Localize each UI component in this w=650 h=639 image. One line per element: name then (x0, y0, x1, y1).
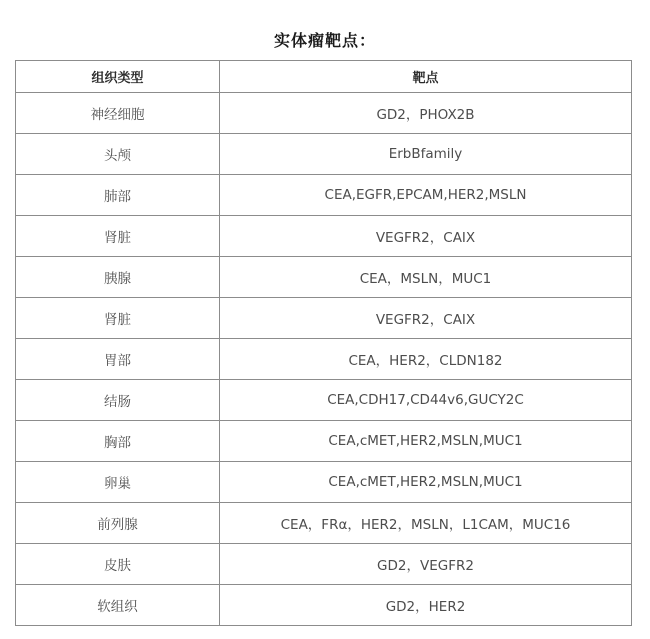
table-row (16, 544, 632, 585)
cell-tissue-type: 结肠 (16, 380, 220, 421)
table-row (16, 93, 632, 134)
cell-tissue-type: 皮肤 (16, 544, 220, 585)
cell-targets: GD2，PHOX2B (220, 93, 632, 134)
header-tissue-type: 组织类型 (16, 61, 220, 93)
targets-table (15, 60, 632, 626)
table-row (16, 380, 632, 421)
cell-targets: CEA，FRα，HER2，MSLN，L1CAM，MUC16 (220, 503, 632, 544)
cell-targets: CEA,CDH17,CD44v6,GUCY2C (220, 380, 632, 421)
table-row (16, 298, 632, 339)
table-body (16, 93, 632, 626)
cell-tissue-type: 肾脏 (16, 216, 220, 257)
cell-tissue-type: 前列腺 (16, 503, 220, 544)
cell-tissue-type: 软组织 (16, 585, 220, 626)
cell-targets: CEA,cMET,HER2,MSLN,MUC1 (220, 462, 632, 503)
table-row (16, 257, 632, 298)
cell-targets: GD2，VEGFR2 (220, 544, 632, 585)
table-row (16, 175, 632, 216)
cell-tissue-type: 胸部 (16, 421, 220, 462)
table-row (16, 421, 632, 462)
cell-targets: CEA，MSLN，MUC1 (220, 257, 632, 298)
table-row (16, 339, 632, 380)
table-header-row (16, 61, 632, 93)
cell-tissue-type: 头颅 (16, 134, 220, 175)
table-row (16, 503, 632, 544)
page-title: 实体瘤靶点： (273, 31, 376, 50)
cell-targets: CEA，HER2，CLDN182 (220, 339, 632, 380)
cell-tissue-type: 肺部 (16, 175, 220, 216)
table-row (16, 134, 632, 175)
table-row (16, 462, 632, 503)
cell-tissue-type: 神经细胞 (16, 93, 220, 134)
cell-targets: CEA,cMET,HER2,MSLN,MUC1 (220, 421, 632, 462)
cell-targets: VEGFR2，CAIX (220, 216, 632, 257)
table-row (16, 585, 632, 626)
cell-targets: ErbBfamily (220, 134, 632, 175)
header-targets: 靶点 (220, 61, 632, 93)
cell-tissue-type: 卵巢 (16, 462, 220, 503)
table-row (16, 216, 632, 257)
cell-targets: VEGFR2，CAIX (220, 298, 632, 339)
cell-tissue-type: 胰腺 (16, 257, 220, 298)
cell-targets: GD2，HER2 (220, 585, 632, 626)
cell-targets: CEA,EGFR,EPCAM,HER2,MSLN (220, 175, 632, 216)
cell-tissue-type: 胃部 (16, 339, 220, 380)
cell-tissue-type: 肾脏 (16, 298, 220, 339)
